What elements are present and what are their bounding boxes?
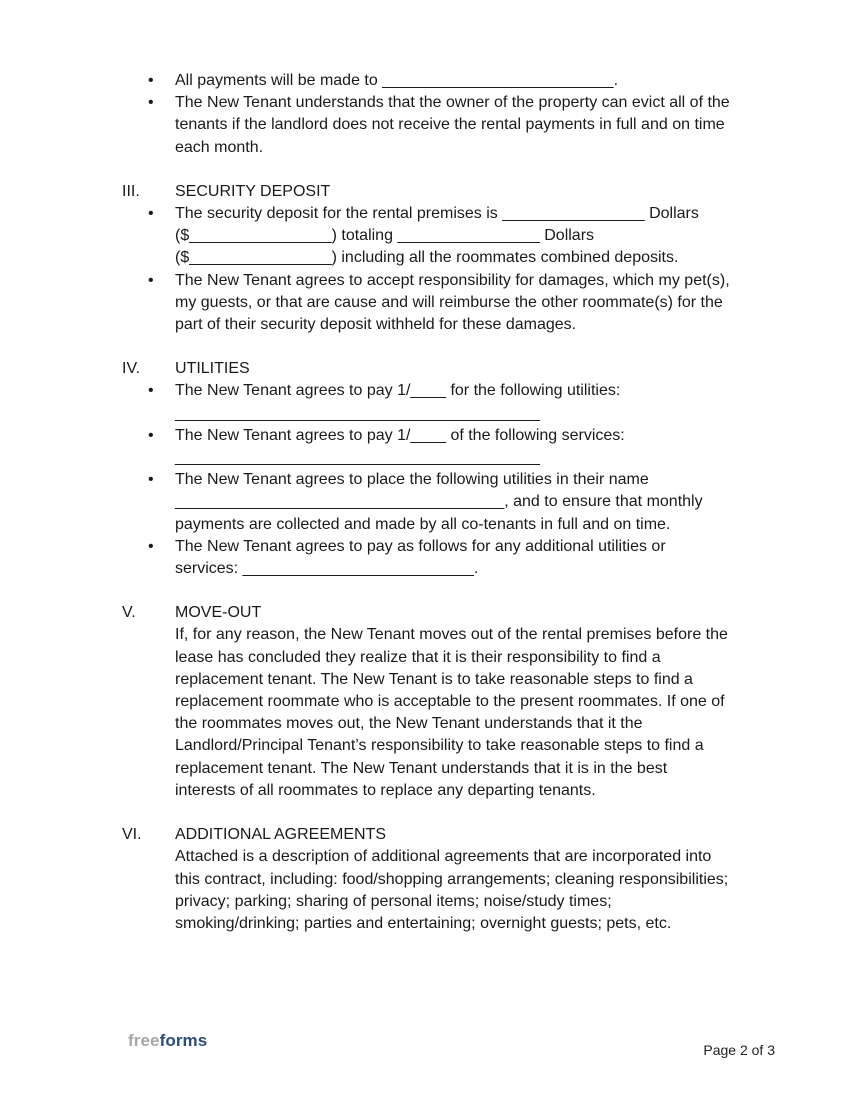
document-content [122,70,732,935]
section-number: VI. [122,826,142,844]
move-out-paragraph: If, for any reason, the New Tenant moves out of the rental premises before the lease has concluded they realize that it is their responsibility to find a replacement tenant. The New Tenant is to take reasonable steps to find a replacement roommate who is acceptable to the present roommates. If one of the roommates moves out, the New Tenant understands that it the Landlord/Principal Tenant’s responsibility to take reasonable steps to find a replacement tenant. The New Tenant understands that it is in the best interests of all roommates to replace any departing tenants. [175,626,728,799]
section-additional-agreements [122,824,732,935]
section-move-out [122,602,732,802]
section-number: V. [122,604,136,622]
security-deposit-bullets [122,203,732,336]
bullet-services-share: • The New Tenant agrees to pay 1/____ of the following services: _________________________________________ [175,425,732,469]
section-security-deposit [122,181,732,336]
section-number: III. [122,182,140,200]
section-title: ADDITIONAL AGREEMENTS [175,826,386,844]
bullet-payments-made-to: • All payments will be made to __________________________. [175,70,732,92]
bullet-eviction-notice: • The New Tenant understands that the owner of the property can evict all of the tenants if the landlord does not receive the rental payments in full and on time each month. [175,92,732,159]
section-heading [122,602,732,624]
utilities-bullets [122,380,732,580]
section-title: MOVE-OUT [175,604,262,622]
bullet-utilities-in-name: • The New Tenant agrees to place the following utilities in their name _____________________________________, and to ensure that monthly payments are collected and made by all co-tenants in full and on time. [175,469,732,536]
logo-free-text: free [128,1031,160,1050]
bullet-damage-responsibility: • The New Tenant agrees to accept responsibility for damages, which my pet(s), my guests, or that are cause and will reimburse the other roommate(s) for the part of their security deposit withheld for these damages. [175,270,732,337]
section-utilities [122,358,732,580]
section-title: UTILITIES [175,360,250,378]
section-number: IV. [122,360,141,378]
logo-forms-text: forms [159,1031,208,1050]
bullet-utilities-share: • The New Tenant agrees to pay 1/____ for the following utilities: _________________________________________ [175,380,732,424]
bullet-additional-utilities: • The New Tenant agrees to pay as follows for any additional utilities or services: __________________________. [175,536,732,580]
section-title: SECURITY DEPOSIT [175,182,331,200]
section-heading [122,181,732,203]
payment-bullets [122,70,732,159]
page-number: Page 2 of 3 [703,1042,775,1058]
section-heading [122,358,732,380]
bullet-deposit-amount: • The security deposit for the rental premises is ________________ Dollars ($________________) totaling ________________ Dollars ($________________) including all the roommates combined deposits. [175,203,732,270]
section-heading [122,824,732,846]
freeforms-logo [128,1031,207,1051]
additional-agreements-paragraph: Attached is a description of additional agreements that are incorporated into this contract, including: food/shopping arrangements; cleaning responsibilities; privacy; parking; sharing of personal items; noise/study times; smoking/drinking; parties and entertaining; overnight guests; pets, etc. [175,848,729,932]
